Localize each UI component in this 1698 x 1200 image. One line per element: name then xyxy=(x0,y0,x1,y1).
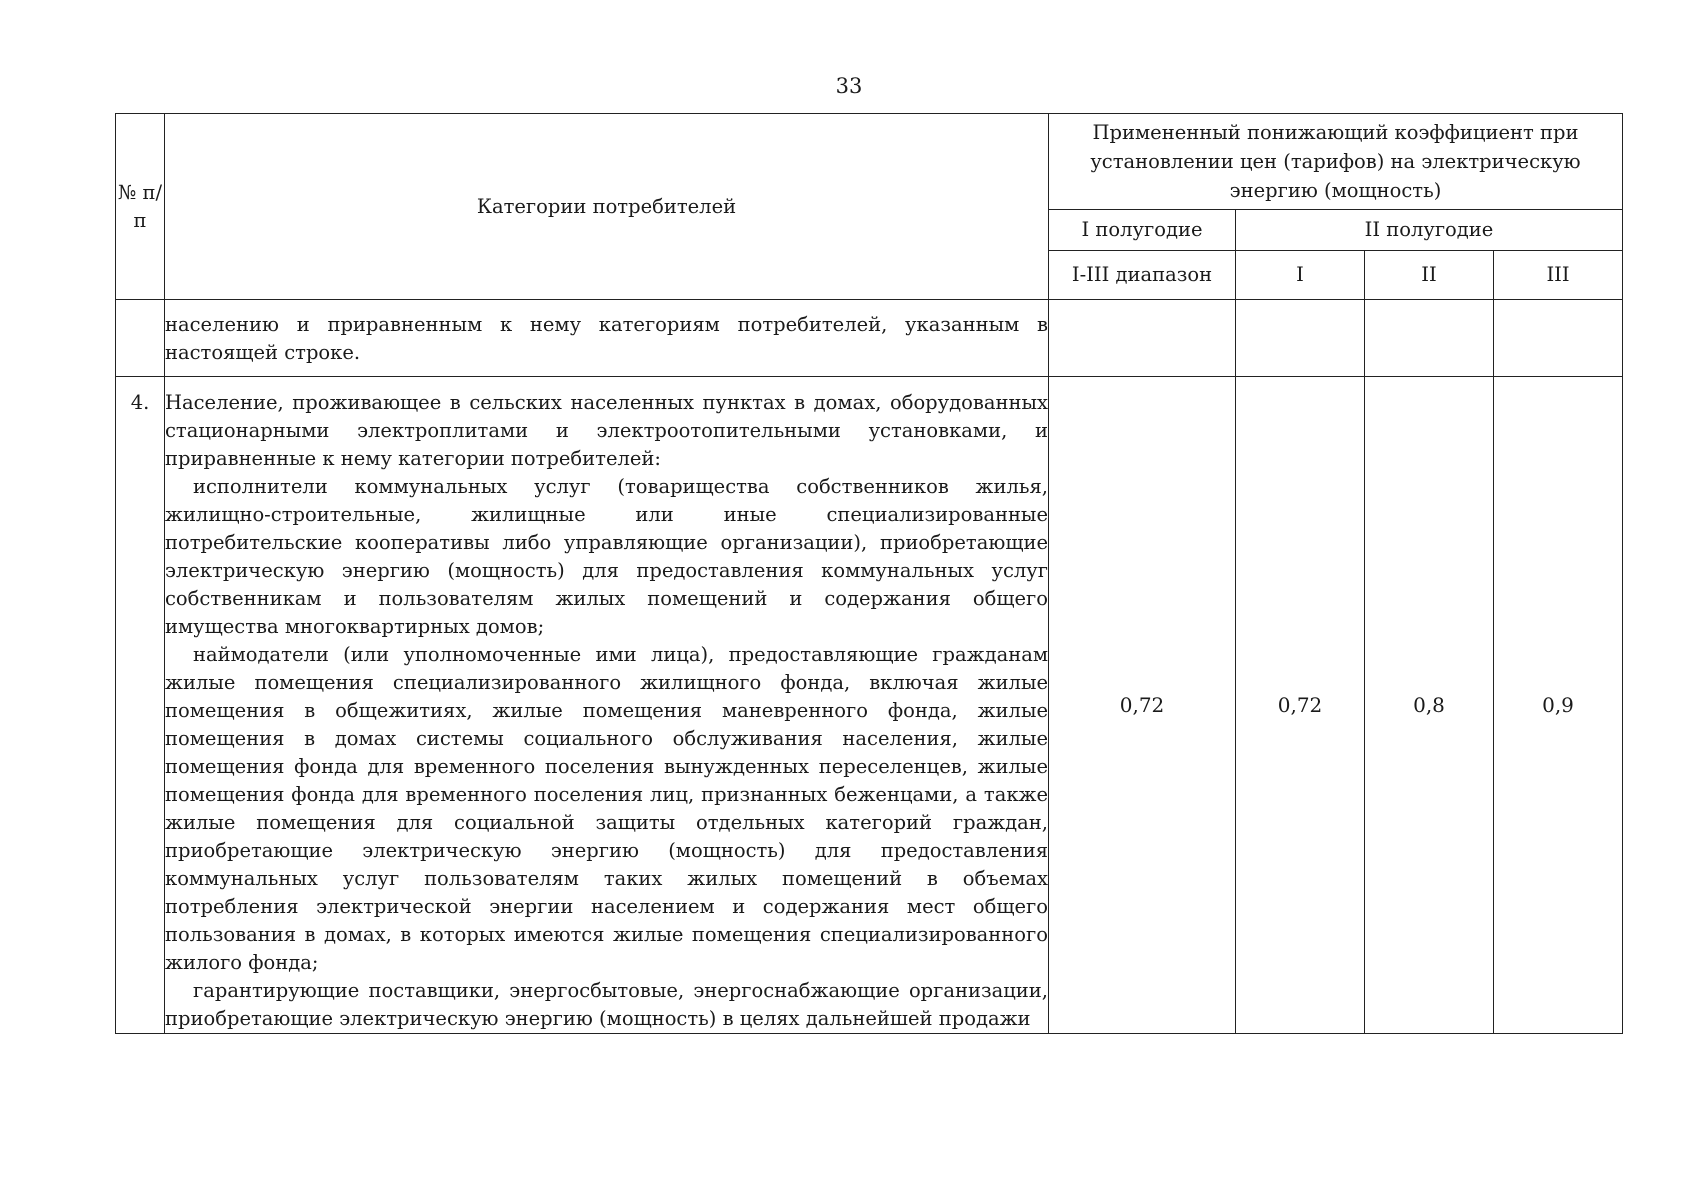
header-half-1-label: I полугодие xyxy=(1081,218,1203,241)
header-num-label: № п/п xyxy=(117,180,163,232)
value: 0,9 xyxy=(1542,693,1574,717)
tariff-coefficient-table xyxy=(115,113,1623,1034)
header-half-2 xyxy=(1236,210,1623,251)
header-range-1-label: I xyxy=(1296,263,1304,286)
table-row xyxy=(116,300,1623,377)
category-cell xyxy=(165,377,1049,1034)
table-row xyxy=(116,377,1623,1034)
value-cell-range-3 xyxy=(1494,300,1623,377)
header-category-label: Категории потребителей xyxy=(476,194,737,218)
header-range-2-label: II xyxy=(1421,263,1437,286)
row-number: 4. xyxy=(130,391,150,414)
header-range-2 xyxy=(1365,251,1494,300)
value: 0,8 xyxy=(1413,693,1445,717)
row-number-cell xyxy=(116,377,165,1034)
category-paragraph: населению и приравненным к нему категориям потребителей, указанным в настоящей строке. xyxy=(165,313,1048,364)
value-cell-range-all xyxy=(1049,377,1236,1034)
value-cell-range-3 xyxy=(1494,377,1623,1034)
header-range-3-label: III xyxy=(1546,263,1570,286)
header-range-all xyxy=(1049,251,1236,300)
row-number-cell xyxy=(116,300,165,377)
value-cell-range-2 xyxy=(1365,300,1494,377)
category-paragraph: Население, проживающее в сельских населенных пунктах в домах, оборудованных стационарными электроплитами и электроотопительными установками, и приравненные к нему категории потребителей: xyxy=(165,391,1048,470)
header-range-all-label: I-III диапазон xyxy=(1071,263,1213,286)
value-cell-range-all xyxy=(1049,300,1236,377)
header-coefficient-label: Примененный понижающий коэффициент при установлении цен (тарифов) на электрическую энергию (мощность) xyxy=(1090,121,1581,202)
header-half-2-label: II полугодие xyxy=(1364,218,1494,241)
value: 0,72 xyxy=(1277,693,1323,717)
header-range-3 xyxy=(1494,251,1623,300)
value: 0,72 xyxy=(1119,693,1165,717)
header-row-number xyxy=(116,114,165,300)
header-half-1 xyxy=(1049,210,1236,251)
value-cell-range-1 xyxy=(1236,300,1365,377)
category-paragraph: гарантирующие поставщики, энергосбытовые, энергоснабжающие организации, приобретающие электрическую энергию (мощность) в целях дальнейшей продажи xyxy=(165,979,1048,1030)
header-category xyxy=(165,114,1049,300)
category-paragraph: исполнители коммунальных услуг (товарищества собственников жилья, жилищно-строительные, жилищные или иные специализированные потребительские кооперативы либо управляющие организации), приобретающие электрическую энергию (мощность) для предоставления коммунальных услуг собственникам и пользователям жилых помещений и содержания общего имущества многоквартирных домов; xyxy=(165,475,1048,638)
page-number: 33 xyxy=(835,74,863,98)
header-coefficient xyxy=(1049,114,1623,210)
category-paragraph: наймодатели (или уполномоченные ими лица), предоставляющие гражданам жилые помещения специализированного жилищного фонда, включая жилые помещения в общежитиях, жилые помещения маневренного фонда, жилые помещения в домах системы социального обслуживания населения, жилые помещения фонда для временного поселения вынужденных переселенцев, жилые помещения фонда для временного поселения лиц, признанных беженцами, а также жилые помещения для социальной защиты отдельных категорий граждан, приобретающие электрическую энергию (мощность) для предоставления коммунальных услуг пользователям таких жилых помещений в объемах потребления электрической энергии населением и содержания мест общего пользования в домах, в которых имеются жилые помещения специализированного жилого фонда; xyxy=(165,643,1048,974)
value-cell-range-2 xyxy=(1365,377,1494,1034)
header-range-1 xyxy=(1236,251,1365,300)
category-cell xyxy=(165,300,1049,377)
value-cell-range-1 xyxy=(1236,377,1365,1034)
